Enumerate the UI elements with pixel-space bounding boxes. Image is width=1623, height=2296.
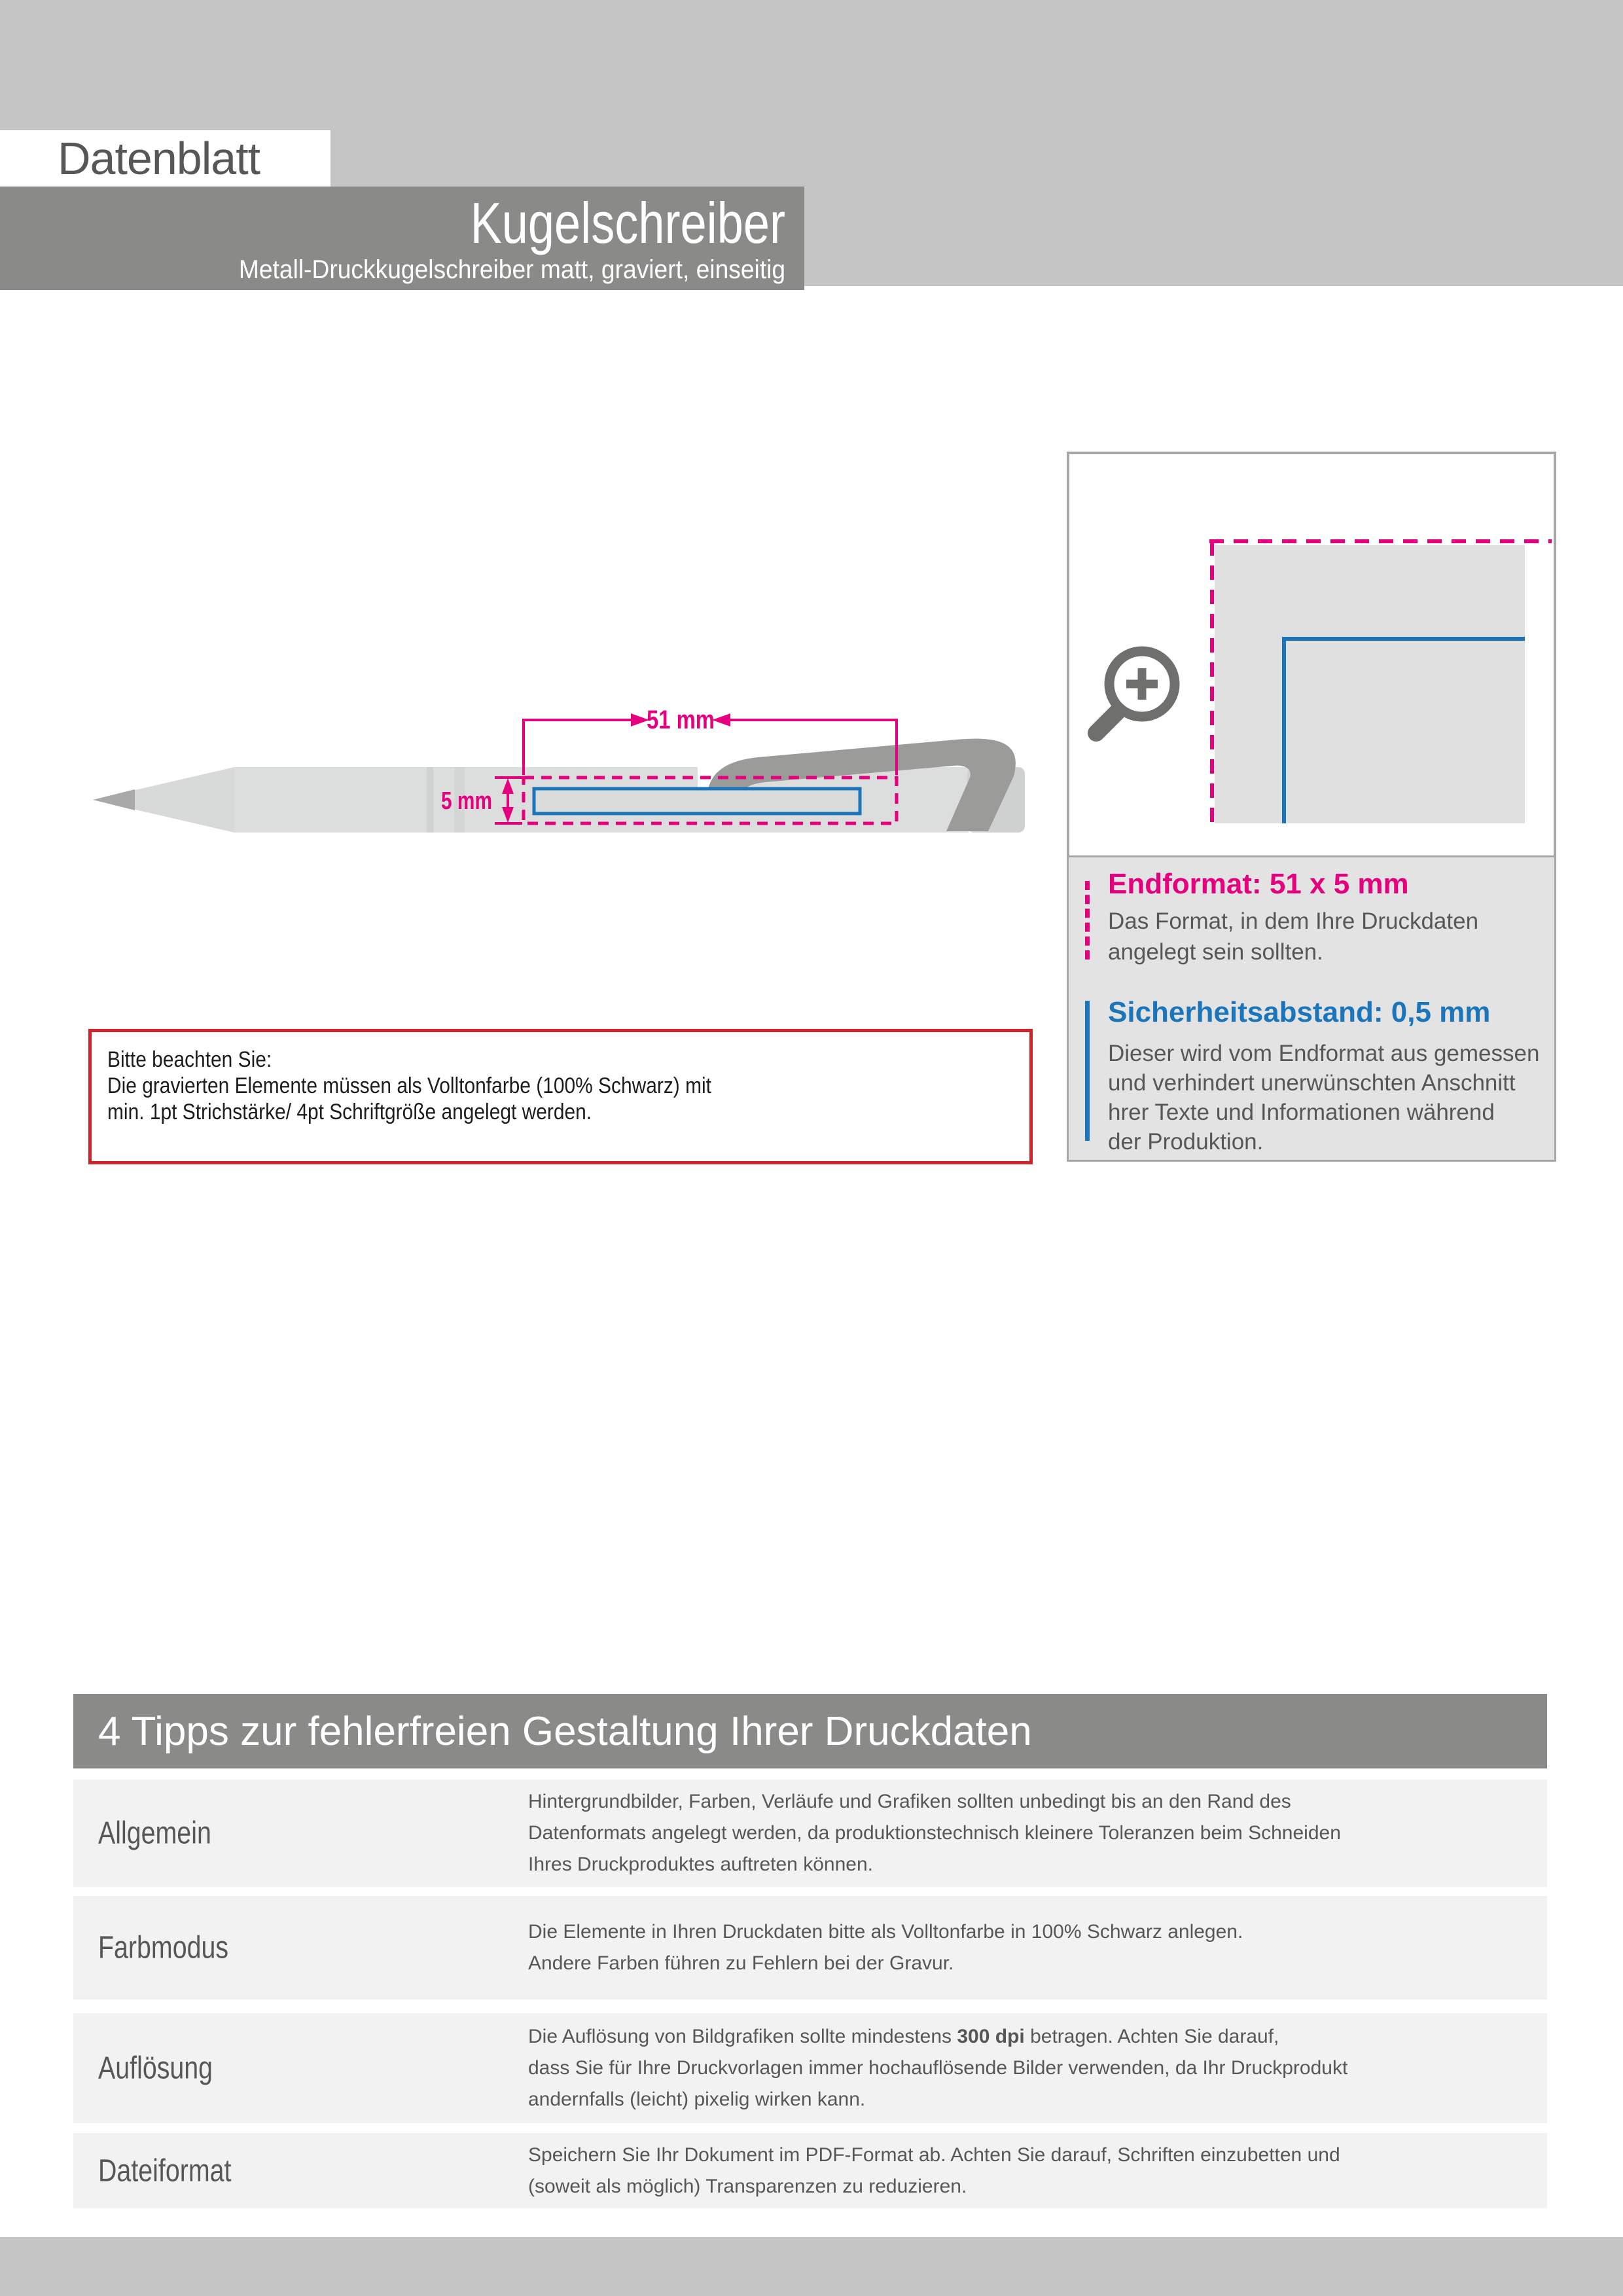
endformat-title: Endformat: 51 x 5 mm	[1108, 868, 1409, 900]
pen-illustration	[0, 655, 1113, 929]
tip-text: Die Auflösung von Bildgrafiken sollte mindestens 300 dpi betragen. Achten Sie darauf, dass Sie für Ihre Druckvorlagen immer hochauflösende Bilder verwenden, da Ihr Druckprodukt andernfalls (leicht) pixelig wirken kann.	[528, 2026, 1348, 2110]
safety-area-frame	[534, 789, 860, 814]
datenblatt-label: Datenblatt	[58, 133, 260, 184]
tip-label: Auflösung	[98, 2051, 213, 2086]
note-box	[88, 1029, 1033, 1164]
pen-seam	[427, 767, 433, 833]
format-info-panel	[1069, 855, 1554, 1160]
safety-solid-marker	[1085, 1001, 1090, 1141]
width-dimension-label: 51 mm	[647, 706, 715, 734]
sicherheitsabstand-title: Sicherheitsabstand: 0,5 mm	[1108, 996, 1491, 1028]
sicherheitsabstand-description: Dieser wird vom Endformat aus gemessen und verhindert unerwünschten Anschnitt hrer Texte und Informationen während der Produktion.	[1108, 1041, 1540, 1155]
zoom-corner-diagram	[1069, 454, 1554, 855]
pen-tip	[93, 789, 135, 810]
footer-background	[0, 2237, 1623, 2296]
tip-row-aufloesung	[73, 2013, 1547, 2123]
tip-label: Dateiformat	[98, 2153, 232, 2188]
dimension-arrow-left-icon	[712, 713, 730, 726]
tip-row-allgemein	[73, 1780, 1547, 1887]
note-text: Bitte beachten Sie: Die gravierten Elemente müssen als Volltonfarbe (100% Schwarz) mit min. 1pt Strichstärke/ 4pt Schriftgröße angelegt werden.	[107, 1047, 711, 1124]
datenblatt-label-box	[0, 130, 330, 187]
page-title: Kugelschreiber	[470, 190, 785, 255]
tips-header-bar	[73, 1694, 1547, 1768]
tip-label: Farbmodus	[98, 1930, 229, 1965]
tip-row-farbmodus	[73, 1896, 1547, 2000]
tips-heading: 4 Tipps zur fehlerfreien Gestaltung Ihrer Druckdaten	[98, 1708, 1032, 1754]
magnifier-plus-icon	[1096, 651, 1175, 733]
tip-row-dateiformat	[73, 2133, 1547, 2208]
page-subtitle: Metall-Druckkugelschreiber matt, graviert, einseitig	[238, 255, 785, 284]
tip-text: Speichern Sie Ihr Dokument im PDF-Format ab. Achten Sie darauf, Schriften einzubetten und (soweit als möglich) Transparenzen zu reduzieren.	[528, 2144, 1340, 2197]
tip-text: Hintergrundbilder, Farben, Verläufe und Grafiken sollten unbedingt bis an den Rand des Datenformats angelegt werden, da produktionstechnisch kleinere Toleranzen beim Schneiden Ihres Druckproduktes auftreten können.	[528, 1791, 1341, 1875]
endformat-dashed-marker	[1085, 881, 1090, 960]
endformat-description: Das Format, in dem Ihre Druckdaten angelegt sein sollten.	[1108, 908, 1479, 965]
tip-label: Allgemein	[98, 1816, 211, 1851]
height-dimension-label: 5 mm	[441, 787, 492, 815]
tip-text: Die Elemente in Ihren Druckdaten bitte als Volltonfarbe in 100% Schwarz anlegen. Andere Farben führen zu Fehlern bei der Gravur.	[528, 1921, 1243, 1974]
design-area-fill	[1215, 545, 1525, 823]
title-banner	[0, 187, 804, 290]
